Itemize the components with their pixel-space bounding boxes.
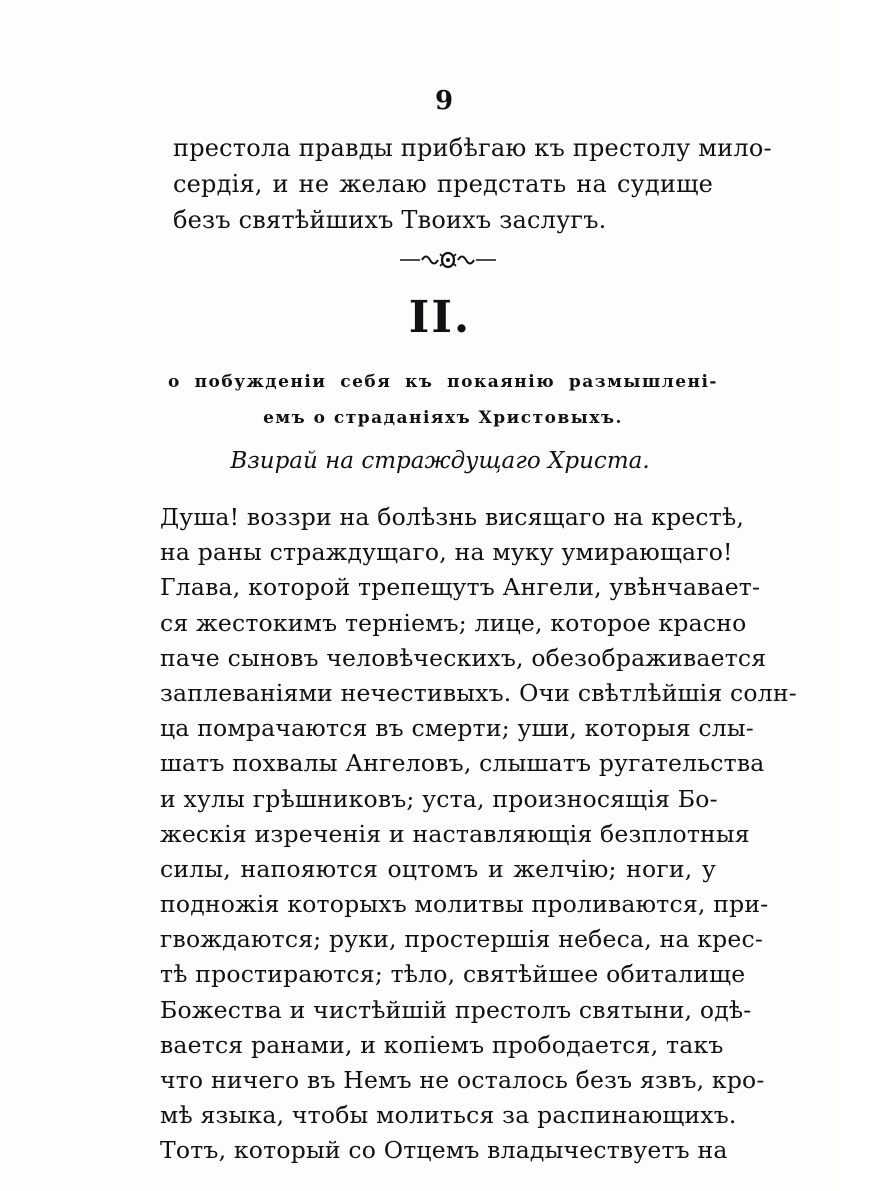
text-line: шатъ похвалы Ангеловъ, слышатъ ругательства <box>160 749 765 778</box>
text-line: Божества и чистѣйшій престолъ святыни, одѣ- <box>160 995 752 1024</box>
page-number: 9 <box>434 86 454 116</box>
top-paragraph <box>173 130 772 238</box>
epigraph: Взирай на страждущаго Христа. <box>230 448 650 474</box>
text-line: заплеваніями нечестивыхъ. Очи свѣтлѣйшія солн- <box>160 678 797 707</box>
text-line: Душа! воззри на болѣзнь висящаго на крестѣ, <box>160 503 745 531</box>
heading-line: о побужденіи себя къ покаянію размышлені- <box>168 372 718 392</box>
text-line: на раны страждущаго, на муку умирающаго! <box>160 538 733 567</box>
text-line: вается ранами, и копіемъ прободается, такъ <box>160 1030 724 1059</box>
text-line: ся жестокимъ терніемъ; лице, которое красно <box>160 608 747 637</box>
heading-line: емъ о страданіяхъ Христовыхъ. <box>263 408 623 428</box>
section-number: II. <box>408 292 472 343</box>
text-line: престола правды прибѣгаю къ престолу мило- <box>173 134 772 162</box>
text-line: подножія которыхъ молитвы проливаются, при- <box>160 890 769 919</box>
text-line: что ничего въ Немъ не осталось безъ язвъ, кро- <box>160 1066 765 1094</box>
main-paragraph <box>160 500 797 1169</box>
text-line: тѣ простираются; тѣло, святѣйшее обиталище <box>160 960 746 989</box>
ornament-divider-icon <box>398 245 498 275</box>
text-line: и хулы грѣшниковъ; уста, произносящія Бо- <box>160 784 718 813</box>
text-line: Тотъ, который со Отцемъ владычествуетъ на <box>160 1136 728 1165</box>
text-line: жескія изреченія и наставляющія безплотныя <box>160 819 750 848</box>
text-line: Глава, которой трепещутъ Ангели, увѣнчавает- <box>160 573 761 602</box>
text-line: силы, напояются оцтомъ и желчію; ноги, у <box>160 854 716 883</box>
text-line: сердія, и не желаю предстать на судище <box>173 170 713 198</box>
text-line: гвождаются; руки, простершія небеса, на крес- <box>160 925 764 954</box>
text-line: безъ святѣйшихъ Твоихъ заслугъ. <box>173 206 607 234</box>
text-line: мѣ языка, чтобы молиться за распинающихъ. <box>160 1101 737 1130</box>
section-heading <box>168 364 718 436</box>
text-line: паче сыновъ человѣческихъ, обезображивается <box>160 643 767 672</box>
text-line: ца помрачаются въ смерти; уши, которыя слы- <box>160 714 754 743</box>
